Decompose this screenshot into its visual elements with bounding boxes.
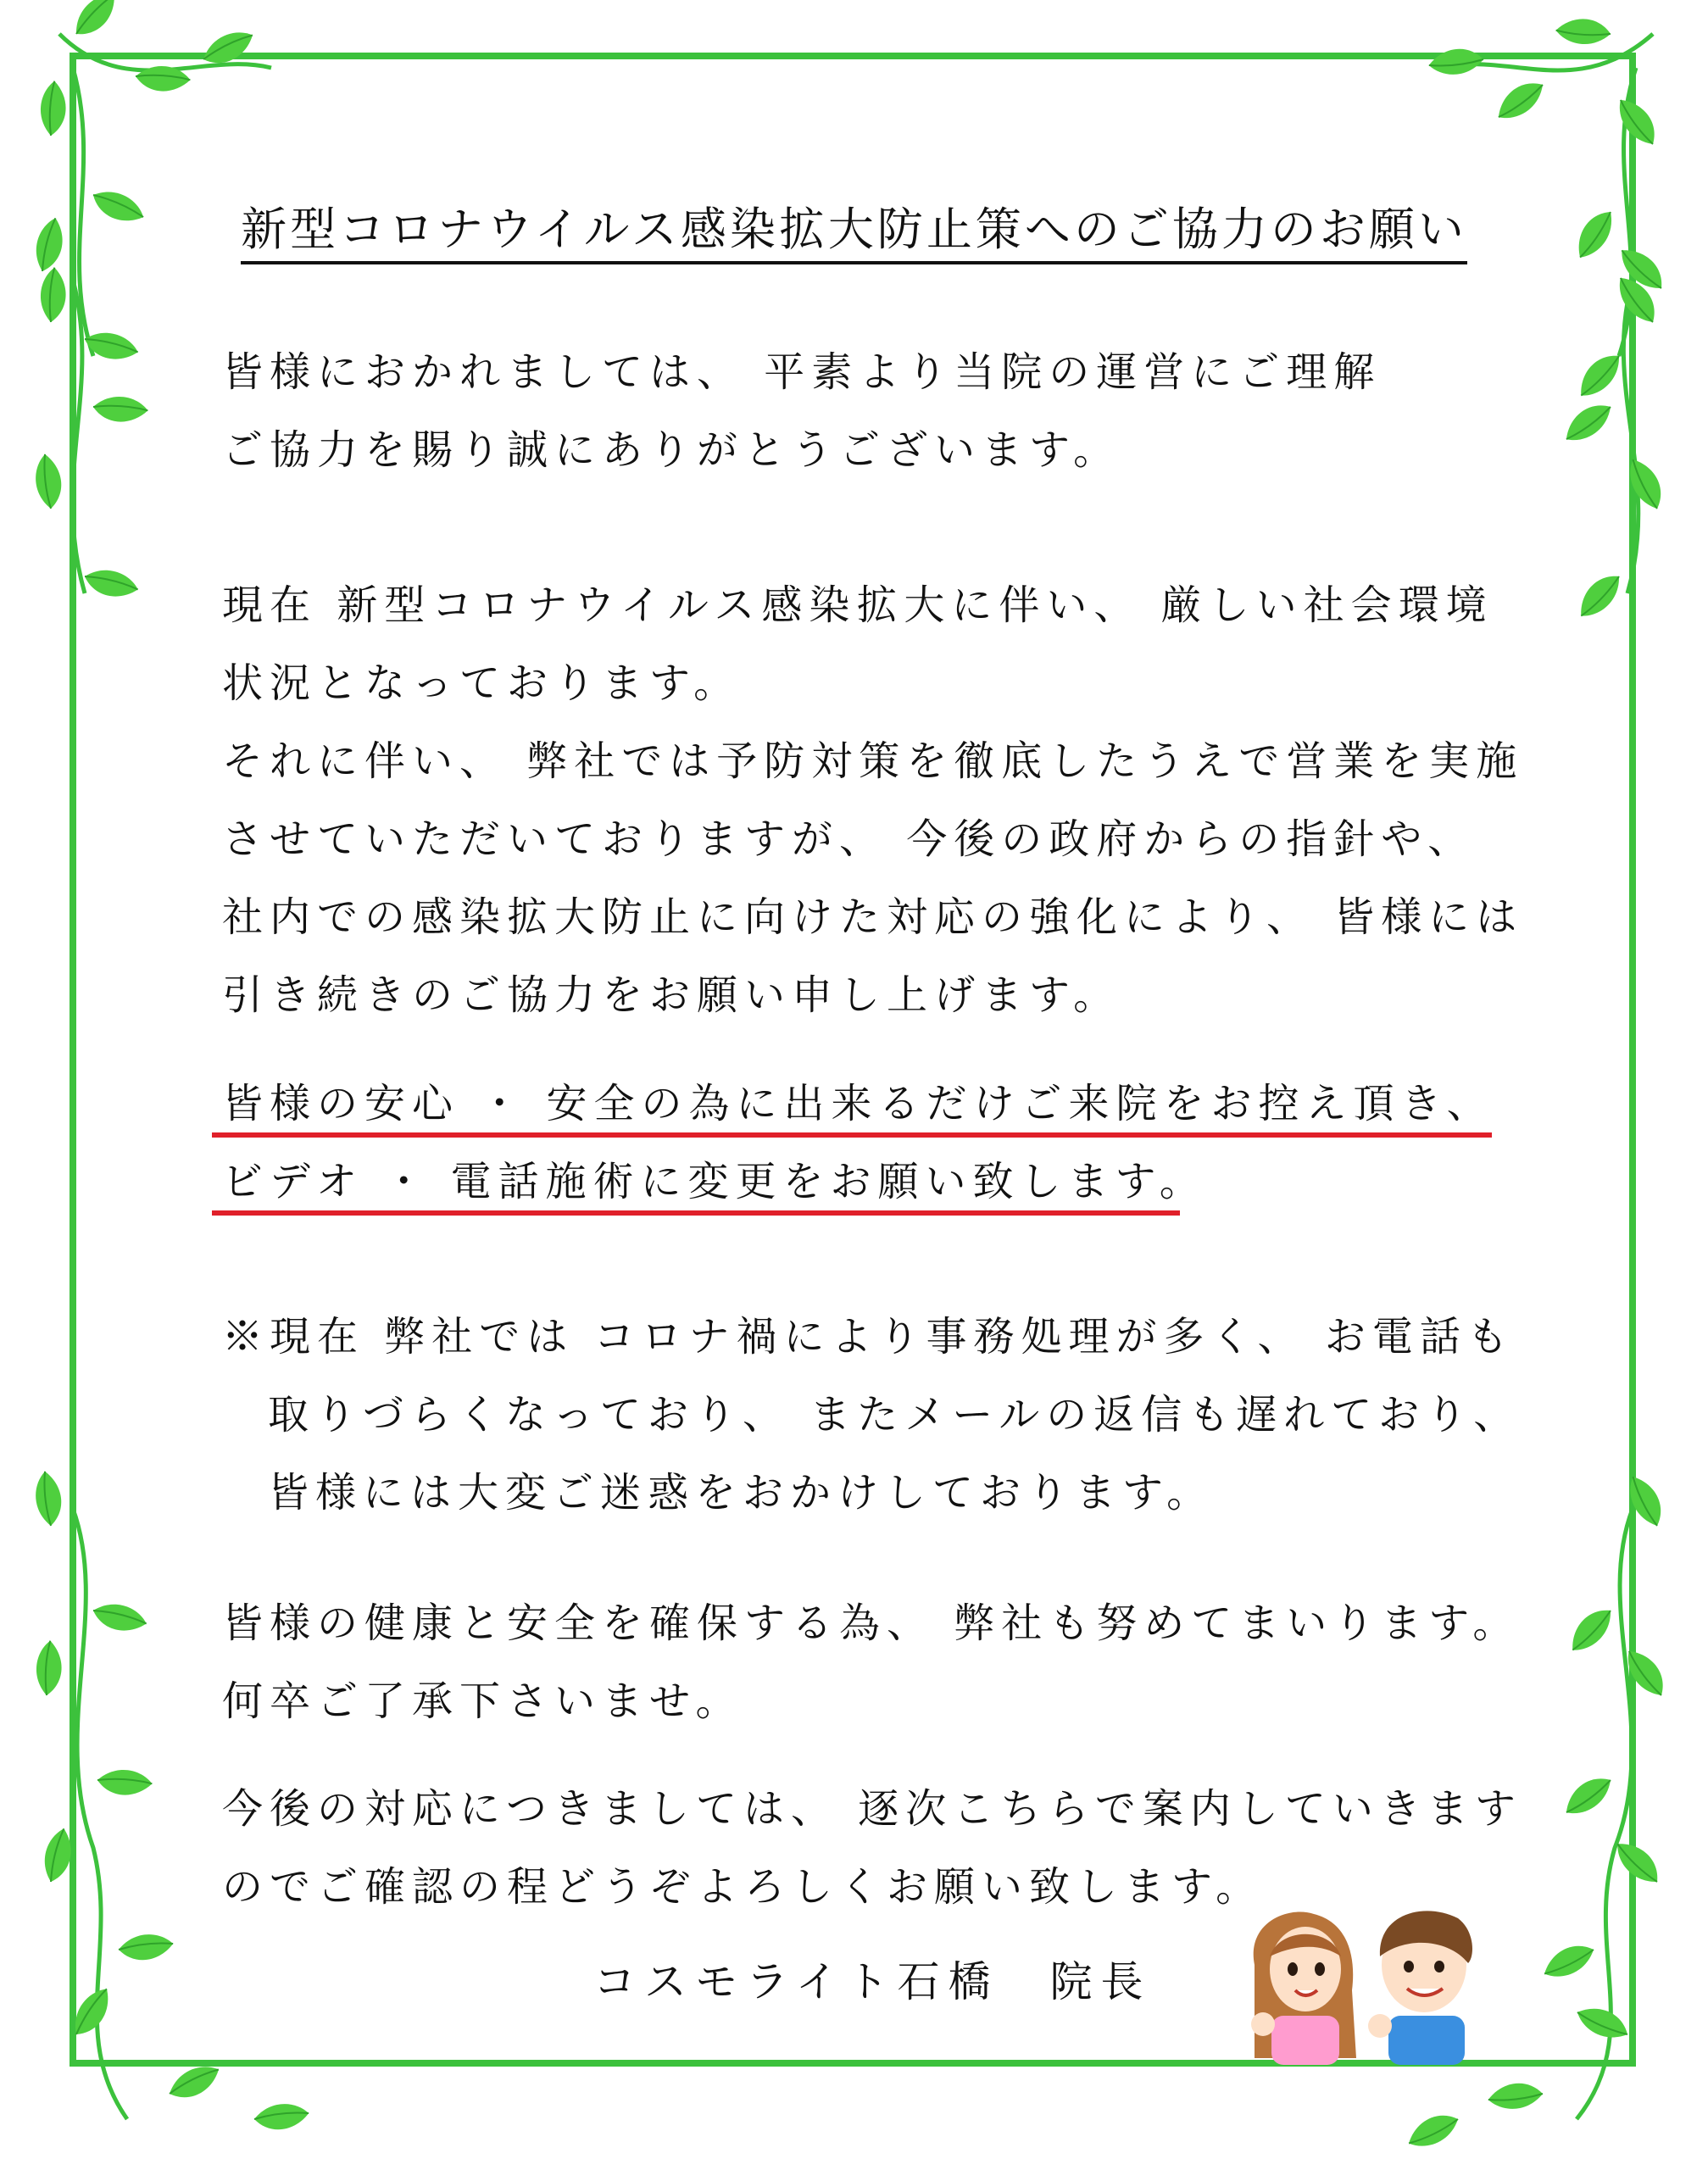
paragraph-line: 皆様におかれましては、 平素より当院の運営にご理解 bbox=[222, 348, 1382, 396]
paragraph-line: それに伴い、 弊社では予防対策を徹底したうえで営業を実施 bbox=[222, 737, 1524, 785]
paragraph-line: させていただいておりますが、 今後の政府からの指針や、 bbox=[222, 815, 1476, 863]
two-people-illustration-icon bbox=[1238, 1897, 1492, 2067]
paragraph-line: 今後の対応につきましては、 逐次こちらで案内していきます bbox=[222, 1785, 1522, 1833]
paragraph-line: 皆様の健康と安全を確保する為、 弊社も努めてまいります。 bbox=[222, 1600, 1521, 1647]
paragraph-line: 引き続きのご協力をお願い申し上げます。 bbox=[222, 971, 1121, 1019]
paragraph-line: 現在 新型コロナウイルス感染拡大に伴い、 厳しい社会環境 bbox=[222, 581, 1494, 629]
note-line: ※現在 弊社では コロナ禍により事務処理が多く、 お電話も bbox=[222, 1313, 1515, 1360]
red-underline bbox=[212, 1132, 1492, 1138]
paragraph-line: ご協力を賜り誠にありがとうございます。 bbox=[222, 426, 1121, 474]
paragraph-line: 社内での感染拡大防止に向けた対応の強化により、 皆様には bbox=[222, 893, 1524, 941]
notice-title: 新型コロナウイルス感染拡大防止策へのご協力のお願い bbox=[0, 193, 1708, 259]
note-line: 皆様には大変ご迷惑をおかけしております。 bbox=[268, 1469, 1215, 1516]
paragraph-line: のでご確認の程どうぞよろしくお願い致します。 bbox=[222, 1863, 1264, 1911]
signature: コスモライト石橋 院長 bbox=[593, 1957, 1152, 2006]
red-underline bbox=[212, 1210, 1180, 1216]
paragraph-line: 何卒ご了承下さいませ。 bbox=[222, 1678, 743, 1725]
highlighted-line: 皆様の安心 ・ 安全の為に出来るだけご来院をお控え頂き、 bbox=[222, 1080, 1494, 1127]
highlighted-line: ビデオ ・ 電話施術に変更をお願い致します。 bbox=[222, 1158, 1207, 1205]
note-line: 取りづらくなっており、 またメールの返信も遅れており、 bbox=[268, 1391, 1522, 1438]
paragraph-line: 状況となっております。 bbox=[222, 659, 742, 707]
